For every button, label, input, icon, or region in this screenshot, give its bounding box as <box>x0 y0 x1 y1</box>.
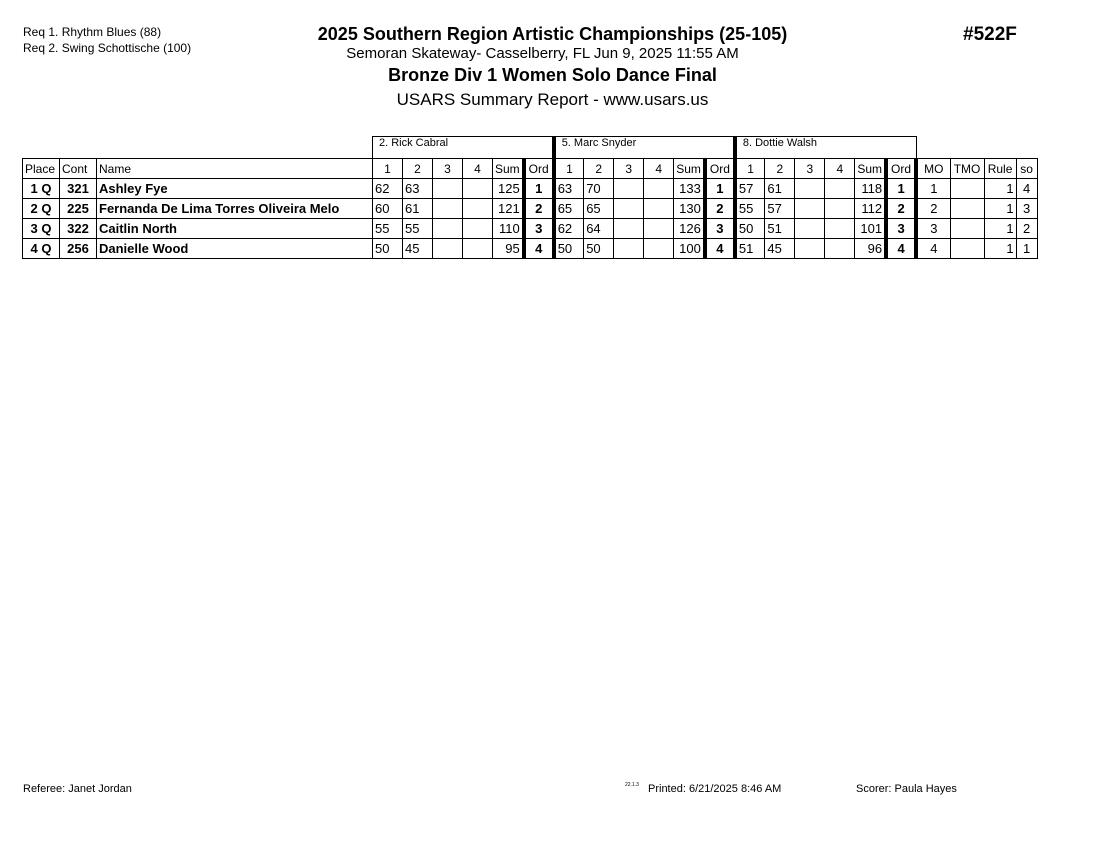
ordinal: 2 <box>886 199 916 219</box>
skater-name: Fernanda De Lima Torres Oliveira Melo <box>97 199 373 219</box>
judge-header: 5. Marc Snyder <box>554 137 735 159</box>
ordinal: 2 <box>524 199 554 219</box>
tmo <box>950 199 984 219</box>
col-cont: Cont <box>60 159 97 179</box>
score <box>433 199 463 219</box>
score <box>463 219 493 239</box>
score <box>433 239 463 259</box>
so: 4 <box>1016 179 1037 199</box>
event-title: Bronze Div 1 Women Solo Dance Final <box>388 65 717 85</box>
col-judge-1-ord: Ord <box>524 159 554 179</box>
col-judge-1-4: 4 <box>463 159 493 179</box>
referee: Referee: Janet Jordan <box>23 783 132 795</box>
score: 60 <box>373 199 403 219</box>
ordinal: 1 <box>886 179 916 199</box>
col-mo: MO <box>916 159 950 179</box>
col-judge-1-2: 2 <box>403 159 433 179</box>
score <box>463 179 493 199</box>
score <box>433 219 463 239</box>
col-so: so <box>1016 159 1037 179</box>
col-judge-2-ord: Ord <box>705 159 735 179</box>
requirement-1: Req 1. Rhythm Blues (88) <box>23 25 162 39</box>
skater-name: Danielle Wood <box>97 239 373 259</box>
col-judge-2-sum: Sum <box>674 159 705 179</box>
score <box>795 179 825 199</box>
ordinal: 1 <box>705 179 735 199</box>
col-judge-2-1: 1 <box>554 159 584 179</box>
score-sum: 96 <box>855 239 886 259</box>
so: 3 <box>1016 199 1037 219</box>
score <box>463 239 493 259</box>
majority-ordinal: 3 <box>916 219 950 239</box>
contestant-number: 225 <box>60 199 97 219</box>
col-judge-1-sum: Sum <box>493 159 524 179</box>
ordinal: 1 <box>524 179 554 199</box>
spacer <box>23 137 373 159</box>
score <box>825 239 855 259</box>
score: 51 <box>735 239 765 259</box>
col-judge-3-sum: Sum <box>855 159 886 179</box>
score: 70 <box>584 179 614 199</box>
table-row <box>23 199 1038 219</box>
contestant-number: 322 <box>60 219 97 239</box>
col-name: Name <box>97 159 373 179</box>
score <box>614 219 644 239</box>
table-row <box>23 179 1038 199</box>
skater-name: Ashley Fye <box>97 179 373 199</box>
score: 57 <box>735 179 765 199</box>
majority-ordinal: 1 <box>916 179 950 199</box>
score <box>795 219 825 239</box>
tmo <box>950 179 984 199</box>
score <box>644 219 674 239</box>
ordinal: 4 <box>524 239 554 259</box>
score-sum: 121 <box>493 199 524 219</box>
tmo <box>950 219 984 239</box>
rule: 1 <box>984 179 1016 199</box>
col-judge-1-1: 1 <box>373 159 403 179</box>
place: 1 Q <box>23 179 60 199</box>
score: 61 <box>403 199 433 219</box>
score-sum: 100 <box>674 239 705 259</box>
score-sum: 95 <box>493 239 524 259</box>
score <box>614 179 644 199</box>
ordinal: 3 <box>886 219 916 239</box>
score <box>433 179 463 199</box>
ordinal: 3 <box>705 219 735 239</box>
ordinal: 3 <box>524 219 554 239</box>
contestant-number: 256 <box>60 239 97 259</box>
score <box>825 179 855 199</box>
score: 55 <box>403 219 433 239</box>
score <box>614 199 644 219</box>
col-judge-3-3: 3 <box>795 159 825 179</box>
report-title: USARS Summary Report - www.usars.us <box>396 90 709 109</box>
majority-ordinal: 2 <box>916 199 950 219</box>
score: 57 <box>765 199 795 219</box>
score: 65 <box>554 199 584 219</box>
score <box>463 199 493 219</box>
score: 55 <box>735 199 765 219</box>
venue-date: Semoran Skateway- Casselberry, FL Jun 9, 2025 11:55 AM <box>346 45 739 62</box>
score <box>644 239 674 259</box>
col-judge-2-4: 4 <box>644 159 674 179</box>
score: 50 <box>735 219 765 239</box>
version: 22.1.3 <box>625 782 639 788</box>
score: 50 <box>584 239 614 259</box>
col-judge-2-3: 3 <box>614 159 644 179</box>
score <box>795 199 825 219</box>
score-sum: 112 <box>855 199 886 219</box>
event-number: #522F <box>963 24 1017 45</box>
skater-name: Caitlin North <box>97 219 373 239</box>
score <box>614 239 644 259</box>
col-judge-3-4: 4 <box>825 159 855 179</box>
judge-header: 8. Dottie Walsh <box>735 137 916 159</box>
score: 50 <box>554 239 584 259</box>
competition-title: 2025 Southern Region Artistic Championships (25-105) <box>317 24 788 44</box>
score: 61 <box>765 179 795 199</box>
score: 62 <box>554 219 584 239</box>
col-judge-2-2: 2 <box>584 159 614 179</box>
so: 1 <box>1016 239 1037 259</box>
spacer <box>916 137 1037 159</box>
col-place: Place <box>23 159 60 179</box>
score: 64 <box>584 219 614 239</box>
col-rule: Rule <box>984 159 1016 179</box>
score: 45 <box>403 239 433 259</box>
judge-header: 2. Rick Cabral <box>373 137 554 159</box>
contestant-number: 321 <box>60 179 97 199</box>
score-sum: 126 <box>674 219 705 239</box>
rule: 1 <box>984 239 1016 259</box>
col-judge-3-2: 2 <box>765 159 795 179</box>
so: 2 <box>1016 219 1037 239</box>
printed-timestamp: Printed: 6/21/2025 8:46 AM <box>648 783 782 795</box>
requirement-2: Req 2. Swing Schottische (100) <box>23 41 192 55</box>
score-sum: 125 <box>493 179 524 199</box>
majority-ordinal: 4 <box>916 239 950 259</box>
score: 63 <box>403 179 433 199</box>
ordinal: 2 <box>705 199 735 219</box>
col-judge-1-3: 3 <box>433 159 463 179</box>
score <box>644 199 674 219</box>
tmo <box>950 239 984 259</box>
place: 2 Q <box>23 199 60 219</box>
rule: 1 <box>984 199 1016 219</box>
score <box>644 179 674 199</box>
score <box>825 219 855 239</box>
col-judge-3-1: 1 <box>735 159 765 179</box>
place: 4 Q <box>23 239 60 259</box>
score-sum: 101 <box>855 219 886 239</box>
score: 55 <box>373 219 403 239</box>
place: 3 Q <box>23 219 60 239</box>
scorer: Scorer: Paula Hayes <box>856 783 957 795</box>
score: 63 <box>554 179 584 199</box>
table-row <box>23 239 1038 259</box>
ordinal: 4 <box>886 239 916 259</box>
score-sum: 110 <box>493 219 524 239</box>
score <box>825 199 855 219</box>
results-table <box>22 136 1038 259</box>
score: 65 <box>584 199 614 219</box>
table-row <box>23 219 1038 239</box>
score-sum: 130 <box>674 199 705 219</box>
score-sum: 133 <box>674 179 705 199</box>
col-tmo: TMO <box>950 159 984 179</box>
score: 51 <box>765 219 795 239</box>
col-judge-3-ord: Ord <box>886 159 916 179</box>
rule: 1 <box>984 219 1016 239</box>
score <box>795 239 825 259</box>
score: 45 <box>765 239 795 259</box>
score: 62 <box>373 179 403 199</box>
score-sum: 118 <box>855 179 886 199</box>
score: 50 <box>373 239 403 259</box>
ordinal: 4 <box>705 239 735 259</box>
